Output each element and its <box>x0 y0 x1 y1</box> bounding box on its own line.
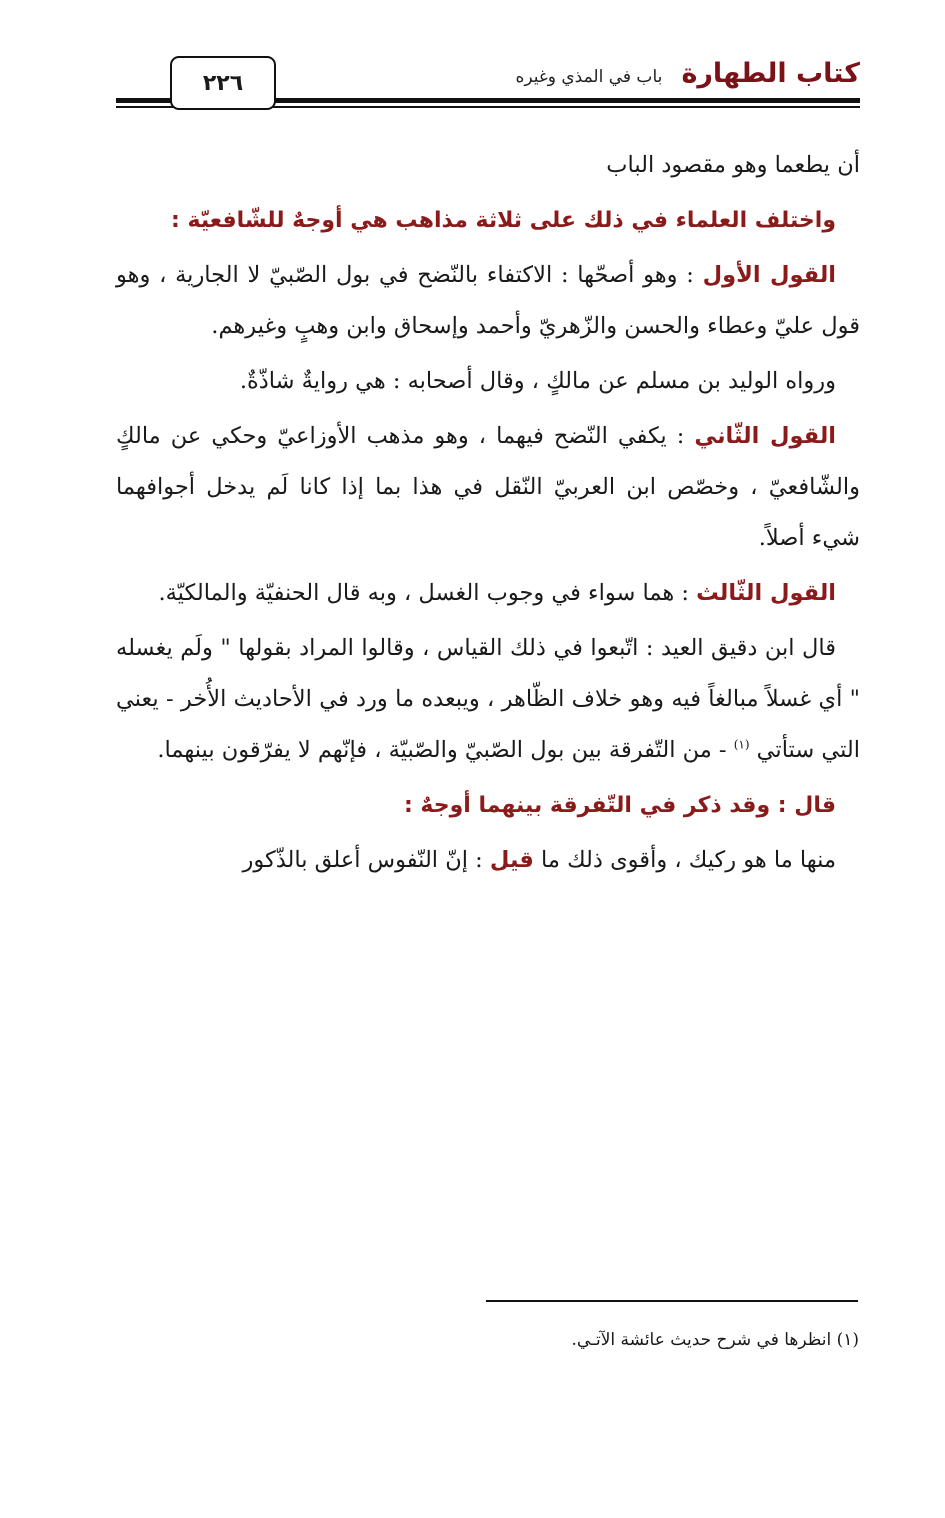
footnote-reference: (١) <box>733 737 750 752</box>
second-opinion-text: : يكفي النّضح فيهما ، وهو مذهب الأوزاعيّ وحكي عن مالكٍ والشّافعيّ ، وخصّص ابن العربيّ النّقل في هذا بما إذا كانا لَم يدخل أجوافهما شيء أصلاً. <box>116 423 860 551</box>
ibn-daqiq-text-end: - من التّفرقة بين بول الصّبيّ والصّبيّة ، فإنّهم لا يفرّقون بينهما. <box>157 737 734 763</box>
second-opinion-label: القول الثّاني <box>694 423 837 449</box>
first-opinion-text: : وهو أصحّها : الاكتفاء بالنّضح في بول الصّبيّ لا الجارية ، وهو قول عليّ وعطاء والحسن والزّهريّ وأحمد وإسحاق وابن وهبٍ وغيرهم. <box>116 262 860 339</box>
footnote: (١) انظرها في شرح حديث عائشة الآتـي. <box>571 1330 859 1350</box>
third-opinion-text: : هما سواء في وجوب الغسل ، وبه قال الحنفيّة والمالكيّة. <box>158 580 697 606</box>
qila-word: قيل <box>489 847 534 873</box>
header-titles <box>515 58 860 89</box>
third-opinion-label: القول الثّالث <box>696 580 836 606</box>
page-number: ٢٢٦ <box>170 56 276 110</box>
paragraph-second-opinion <box>116 411 860 564</box>
page-header <box>116 40 860 118</box>
page-body <box>116 140 860 890</box>
footnote-separator <box>486 1300 858 1302</box>
heading-disagreement-text: واختلف العلماء في ذلك على ثلاثة مذاهب هي أوجهٌ للشّافعيّة : <box>171 208 836 233</box>
heading-distinction-text: قال : وقد ذكر في التّفرقة بينهما أوجهٌ : <box>403 793 836 818</box>
last-text-end: : إنّ النّفوس أعلق بالذّكور <box>242 847 490 873</box>
heading-disagreement <box>116 195 860 246</box>
paragraph-last <box>116 835 860 886</box>
first-opinion-label: القول الأول <box>702 262 836 288</box>
paragraph-third-opinion <box>116 568 860 619</box>
heading-distinction <box>116 780 860 831</box>
paragraph-intro: أن يطعما وهو مقصود الباب <box>606 152 860 178</box>
book-title: كتاب الطهارة <box>681 58 860 89</box>
paragraph-ibn-daqiq <box>116 623 860 776</box>
paragraph-first-opinion <box>116 250 860 352</box>
chapter-title: باب في المذي وغيره <box>515 67 663 87</box>
ibn-daqiq-text-start: قال ابن دقيق العيد : اتّبعوا في ذلك القياس ، وقالوا المراد بقولها " ولَم يغسله " أي غسلاً مبالغاً فيه وهو خلاف الظّاهر ، ويبعده ما ورد في الأحاديث الأُخر - يعني التي ستأتي <box>116 635 860 763</box>
last-text-start: منها ما هو ركيك ، وأقوى ذلك ما <box>533 847 836 873</box>
paragraph-narration: ورواه الوليد بن مسلم عن مالكٍ ، وقال أصحابه : هي روايةٌ شاذّةٌ. <box>239 368 836 394</box>
